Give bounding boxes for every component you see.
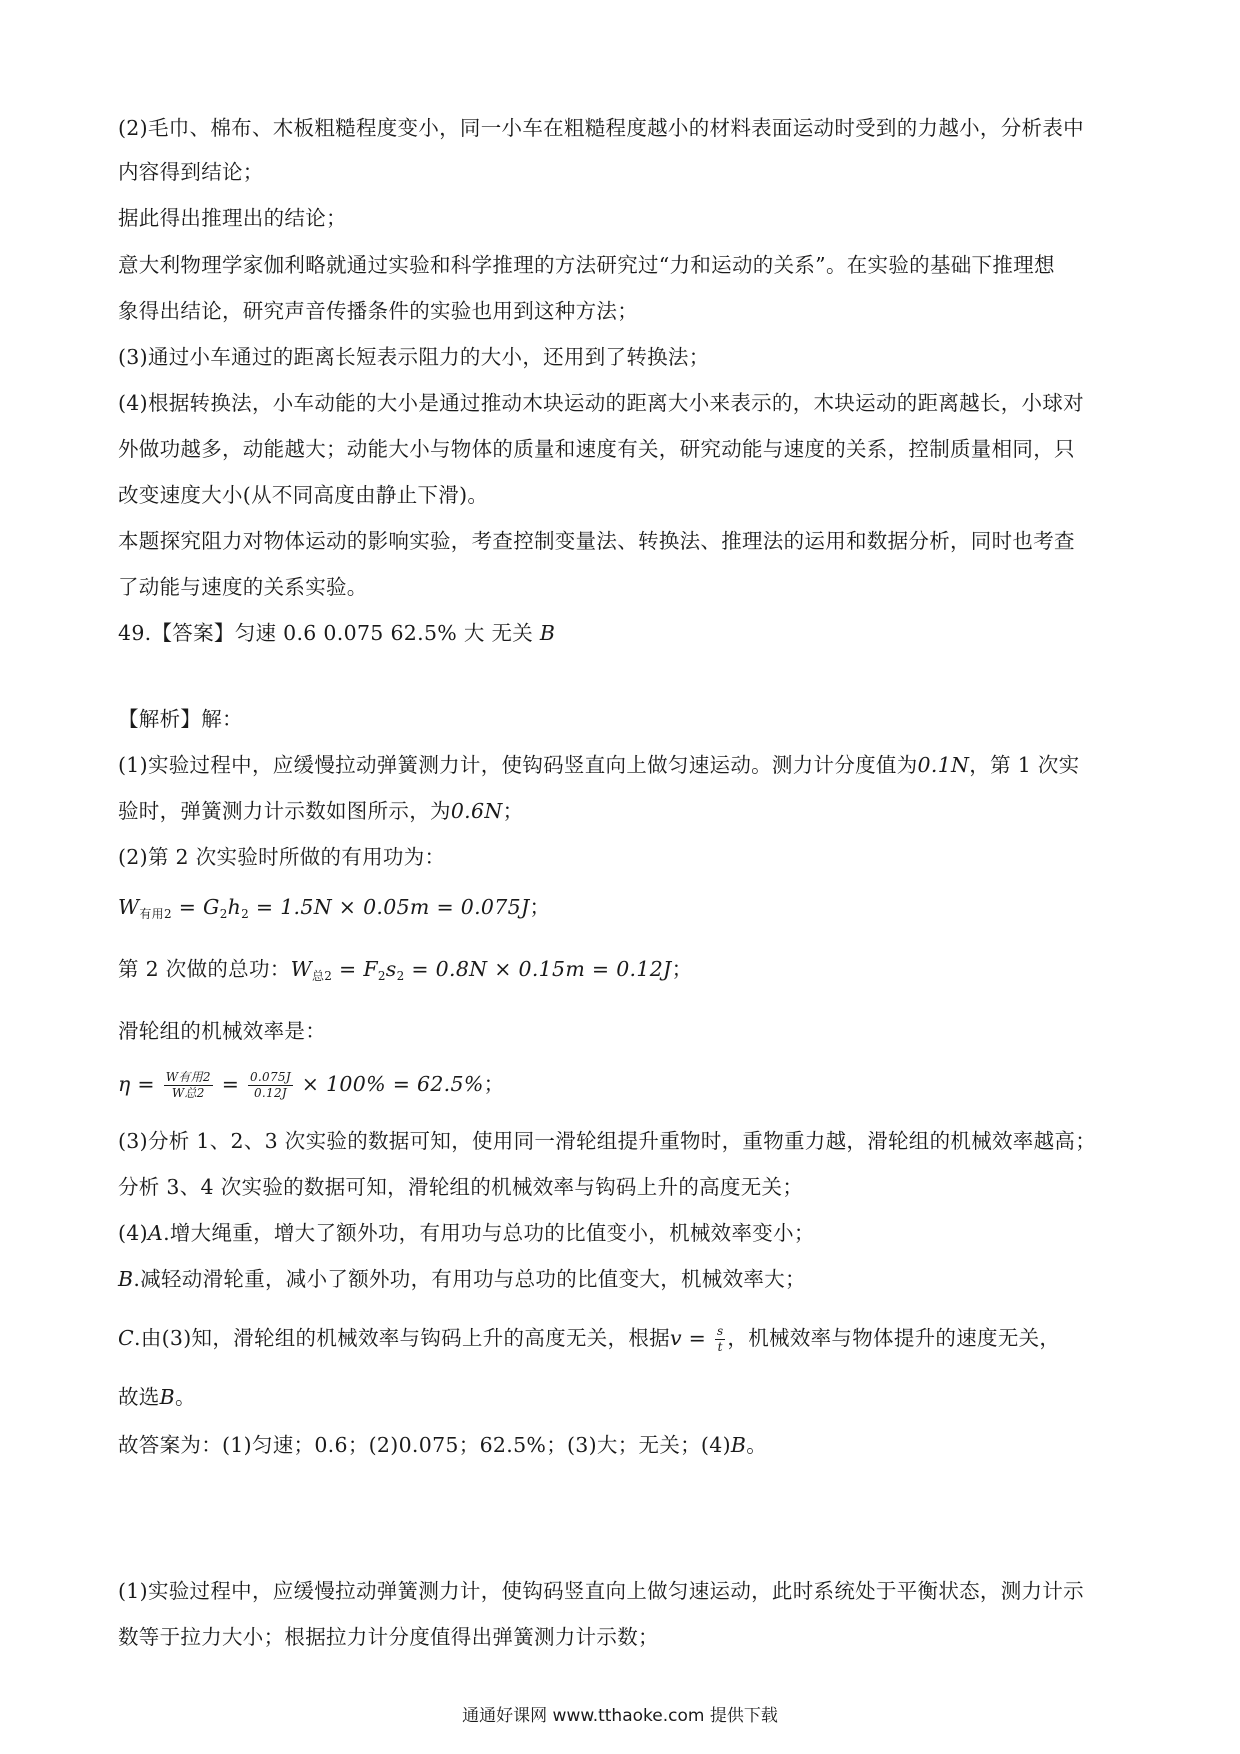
text-line: (4)A.增大绳重，增大了额外功，有用功与总功的比值变小，机械效率变小；: [118, 1221, 815, 1245]
answer-line: 49.【答案】匀速 0.6 0.075 62.5% 大 无关 B: [118, 621, 556, 645]
fraction: $\frac{0.075J}{0.12J}$: [250, 1070, 291, 1100]
text-line: 滑轮组的机械效率是：: [118, 1019, 326, 1043]
fraction: $\frac{\text{W有用2}}{\text{W总2}}$: [165, 1070, 211, 1100]
page-footer: 通通好课网 www.tthaoke.com 提供下载: [462, 1706, 778, 1726]
text-line: (3)分析 1、2、3 次实验的数据可知，使用同一滑轮组提升重物时，重物重力越，滑轮组的机械效率越高；: [118, 1129, 1096, 1153]
text-line: 验时，弹簧测力计示数如图所示，为0.6N；: [118, 799, 524, 823]
analysis-heading: 【解析】解：: [118, 707, 243, 731]
text-line: 故选B。: [118, 1385, 196, 1409]
text-line: (2)毛巾、棉布、木板粗糙程度变小，同一小车在粗糙程度越小的材料表面运动时受到的力越小，分析表中: [118, 116, 1084, 140]
text-line: 改变速度大小(从不同高度由静止下滑)。: [118, 483, 489, 507]
text-line: 外做功越多，动能越大；动能大小与物体的质量和速度有关，研究动能与速度的关系，控制质量相同，只: [118, 437, 1075, 461]
formula-total-work: 第 2 次做的总功：$W_{总2} = F_2s_2 = 0.8N \times 0.15m = 0.12J$；: [118, 957, 693, 983]
text-line: 了动能与速度的关系实验。: [118, 575, 368, 599]
fraction: $\frac{s}{t}$: [716, 1324, 724, 1354]
text-line: (4)根据转换法，小车动能的大小是通过推动木块运动的距离大小来表示的，木块运动的距离越长，小球对: [118, 391, 1084, 415]
text-line: 意大利物理学家伽利略就通过实验和科学推理的方法研究过“力和运动的关系”。在实验的基础下推理想: [118, 253, 1055, 277]
text-line: (3)通过小车通过的距离长短表示阻力的大小，还用到了转换法；: [118, 345, 710, 369]
text-line: 据此得出推理出的结论；: [118, 206, 347, 230]
formula-useful-work: $W_{有用2} = G_2h_2 = 1.5N \times 0.05m = 0.075J$；: [118, 895, 551, 921]
text-line: B.减轻动滑轮重，减小了额外功，有用功与总功的比值变大，机械效率大；: [118, 1267, 806, 1291]
text-line: (2)第 2 次实验时所做的有用功为：: [118, 845, 446, 869]
text-line: C.由(3)知，滑轮组的机械效率与钩码上升的高度无关，根据v = $\frac{s}{t}$ ，机械效率与物体提升的速度无关，: [118, 1324, 1061, 1354]
formula-efficiency: η = $\frac{\text{W有用2}}{\text{W总2}}$ = $\frac{0.075J}{0.12J}$ × 100% = 62.5%；: [118, 1070, 505, 1100]
text-line: 内容得到结论；: [118, 160, 264, 184]
text-line: 数等于拉力大小；根据拉力计分度值得出弹簧测力计示数；: [118, 1625, 659, 1649]
text-line: (1)实验过程中，应缓慢拉动弹簧测力计，使钩码竖直向上做匀速运动，此时系统处于平衡状态，测力计示: [118, 1579, 1084, 1603]
text-line: 故答案为：(1)匀速；0.6；(2)0.075；62.5%；(3)大；无关；(4)B。: [118, 1433, 768, 1457]
text-line: 分析 3、4 次实验的数据可知，滑轮组的机械效率与钩码上升的高度无关；: [118, 1175, 804, 1199]
text-line: 象得出结论，研究声音传播条件的实验也用到这种方法；: [118, 299, 638, 323]
text-line: 本题探究阻力对物体运动的影响实验，考查控制变量法、转换法、推理法的运用和数据分析，同时也考查: [118, 529, 1075, 553]
text-line: (1)实验过程中，应缓慢拉动弹簧测力计，使钩码竖直向上做匀速运动。测力计分度值为0.1N，第 1 次实: [118, 753, 1080, 777]
